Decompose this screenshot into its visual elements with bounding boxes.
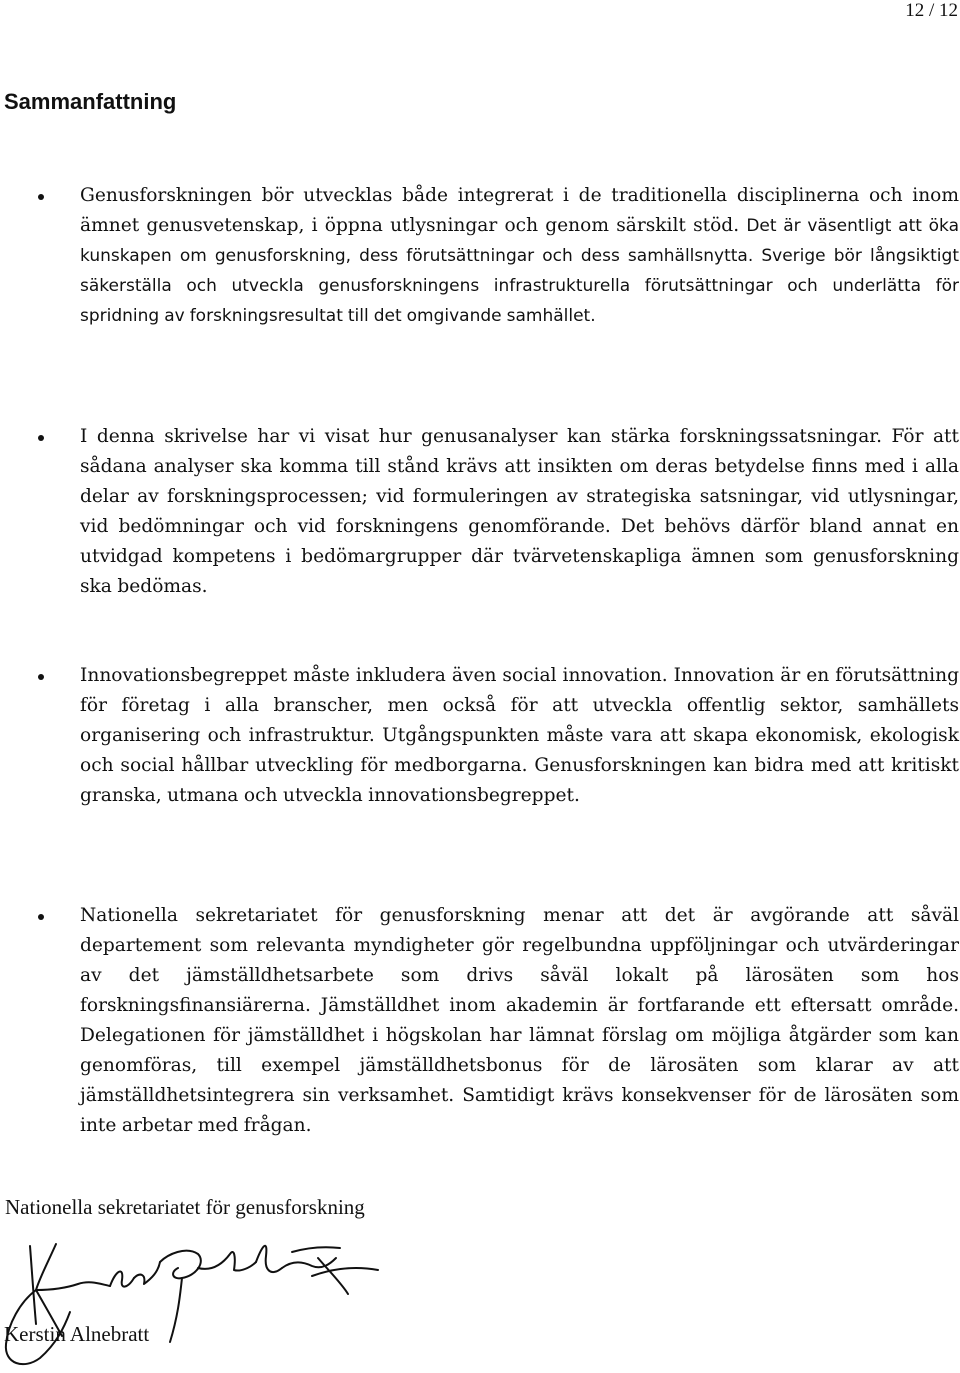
summary-bullet-2: [80, 422, 959, 602]
bullet-text: I denna skrivelse har vi visat hur genusanalyser kan stärka forskningssatsningar. För att sådana analyser ska komma till stånd krävs att insikten om deras betydelse finns med i alla delar av forskningsprocessen; vid formuleringen av strategiska satsningar, vid utlysningar, vid bedömningar och vid forskningens genomförande. Det behövs därför bland annat en utvidgad kompetens i bedömargrupper där tvärvetenskapliga ämnen som genusforskning ska bedömas.: [80, 426, 959, 597]
bullet-marker: [38, 435, 44, 441]
section-heading: Sammanfattning: [4, 89, 177, 114]
bullet-text-serif-part: Genusforskningen bör utvecklas både integrerat i de traditionella disciplinerna och inom ämnet genusvetenskap, i öppna utlysningar och genom särskilt stöd.: [80, 185, 959, 236]
bullet-marker: [38, 674, 44, 680]
bullet-marker: [38, 194, 44, 200]
summary-bullet-3: [80, 661, 959, 811]
handwritten-signature: [0, 1232, 400, 1373]
bullet-text: Innovationsbegreppet måste inkludera även social innovation. Innovation är en förutsättning för företag i alla branscher, men också för att utveckla offentlig sektor, samhällets organisering och infrastruktur. Utgångspunkten måste vara att skapa ekonomisk, ekologisk och social hållbar utveckling för medborgarna. Genusforskningen kan bidra med att kritiskt granska, utmana och utveckla innovationsbegreppet.: [80, 665, 959, 806]
summary-bullet-4: [80, 901, 959, 1141]
summary-bullet-1: [80, 181, 959, 331]
bullet-text-sans-part: Det är väsentligt att öka kunskapen om genusforskning, dess förutsättningar och dess samhällsnytta. Sverige bör långsiktigt säkerställa och utveckla genusforskningens infrastrukturella förutsättningar och underlätta för spridning av forskningsresultat till det omgivande samhället.: [80, 216, 959, 326]
signer-name: Kerstin Alnebratt: [4, 1322, 150, 1346]
signoff-organization: Nationella sekretariatet för genusforskning: [5, 1195, 365, 1219]
page-number: 12 / 12: [905, 0, 958, 21]
bullet-text: Nationella sekretariatet för genusforskning menar att det är avgörande att såväl departement som relevanta myndigheter gör regelbundna uppföljningar och utvärderingar av det jämställdhetsarbete som drivs såväl lokalt på lärosäten som hos forskningsfinansiärerna. Jämställdhet inom akademin är fortfarande ett eftersatt område. Delegationen för jämställdhet i högskolan har lämnat förslag om möjliga åtgärder som kan genomföras, till exempel jämställdhetsbonus för de lärosäten som klarar av att jämställdhetsintegrera sin verksamhet. Samtidigt krävs konsekvenser för de lärosäten som inte arbetar med frågan.: [80, 905, 959, 1136]
bullet-marker: [38, 914, 44, 920]
